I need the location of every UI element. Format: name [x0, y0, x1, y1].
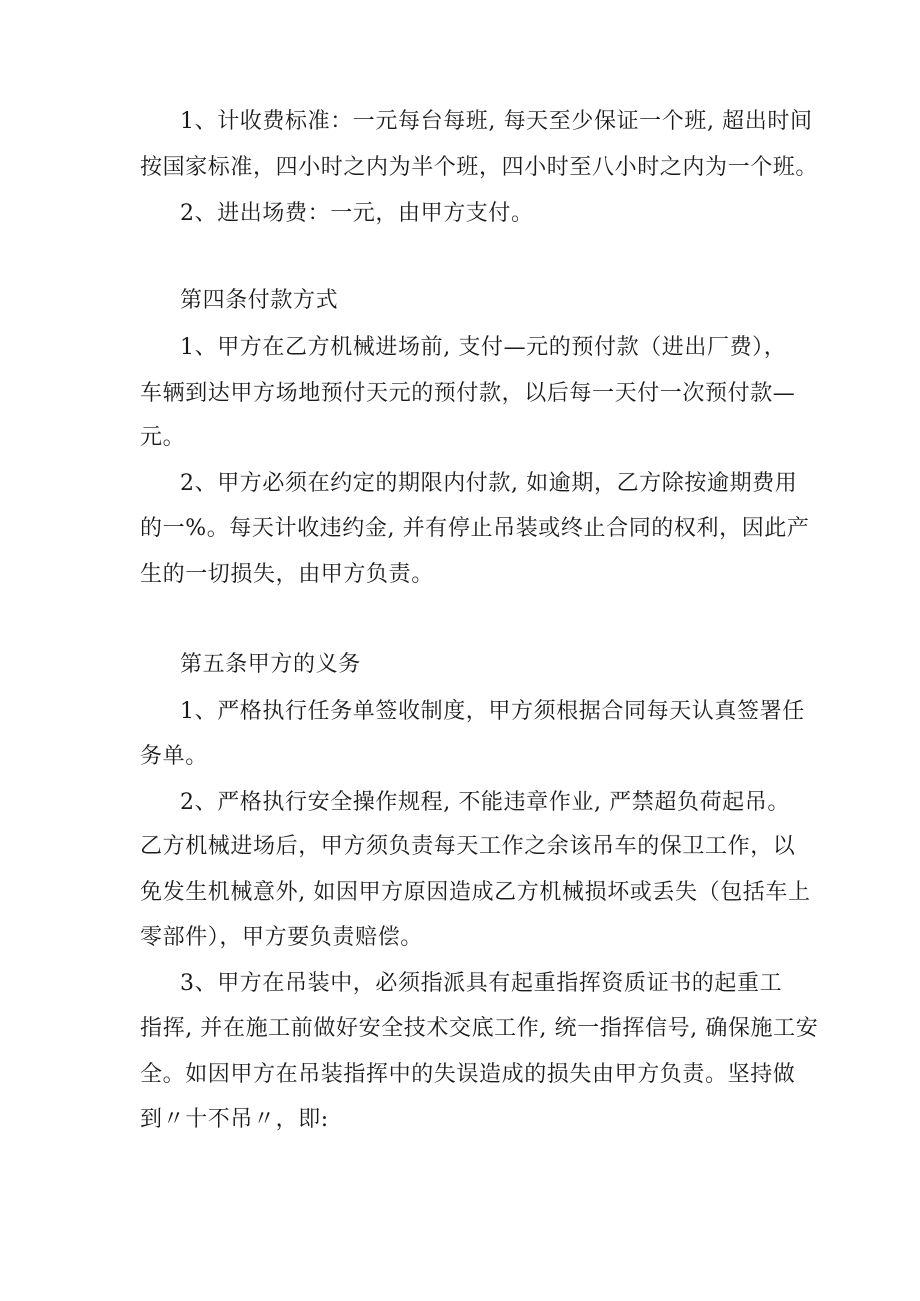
- article-5-item-2-line-3: 免发生机械意外, 如因甲方原因造成乙方机械损坏或丢失（包括车上: [140, 880, 811, 905]
- article-4-item-2-line-3: 生的一切损失，由甲方负责。: [140, 562, 434, 587]
- article-4-item-2-line-1: 2、甲方必须在约定的期限内付款, 如逾期，乙方除按逾期费用: [180, 471, 798, 496]
- article-5-item-2-line-2: 乙方机械进场后，甲方须负责每天工作之余该吊车的保卫工作，以: [140, 834, 796, 859]
- fee-item-1-line-2: 按国家标准，四小时之内为半个班，四小时至八小时之内为一个班。: [140, 155, 819, 180]
- article-5-heading: 第五条甲方的义务: [180, 652, 361, 677]
- fee-item-2: 2、进出场费：一元，由甲方支付。: [180, 201, 534, 226]
- article-4-item-1-line-3: 元。: [140, 425, 186, 450]
- article-5-item-1-line-2: 务单。: [140, 744, 208, 769]
- article-5-item-3-line-4: 到〃十不吊〃，即:: [140, 1107, 329, 1132]
- article-5-item-3-line-3: 全。如因甲方在吊装指挥中的失误造成的损失由甲方负责。坚持做: [140, 1062, 796, 1087]
- article-5-item-3-line-1: 3、甲方在吊装中，必须指派具有起重指挥资质证书的起重工: [180, 971, 783, 996]
- article-4-item-1-line-2: 车辆到达甲方场地预付天元的预付款，以后每一天付一次预付款—: [140, 381, 796, 406]
- article-4-item-1-line-1: 1、甲方在乙方机械进场前, 支付—元的预付款（进出厂费），: [180, 335, 787, 360]
- article-5-item-2-line-4: 零部件），甲方要负责赔偿。: [140, 925, 423, 950]
- article-5-item-1-line-1: 1、严格执行任务单签收制度，甲方须根据合同每天认真签署任: [180, 699, 805, 724]
- article-4-item-2-line-2: 的一%。每天计收违约金, 并有停止吊装或终止合同的权利，因此产: [140, 516, 810, 541]
- article-4-heading: 第四条付款方式: [180, 288, 339, 313]
- article-5-item-3-line-2: 指挥, 并在施工前做好安全技术交底工作, 统一指挥信号, 确保施工安: [140, 1016, 819, 1041]
- fee-item-1-line-1: 1、计收费标准：一元每台每班, 每天至少保证一个班, 超出时间: [180, 109, 813, 134]
- article-5-item-2-line-1: 2、严格执行安全操作规程, 不能违章作业, 严禁超负荷起吊。: [180, 790, 790, 815]
